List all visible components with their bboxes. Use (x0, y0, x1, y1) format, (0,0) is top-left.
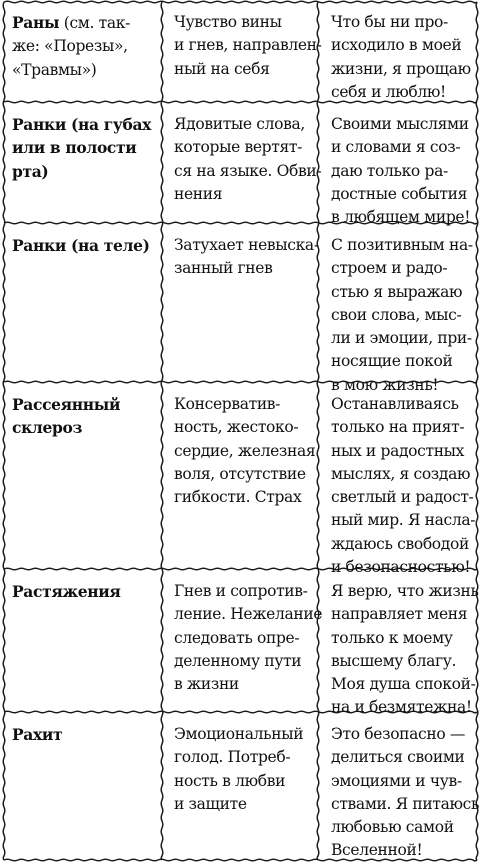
cell-line: строем и радо- (331, 259, 448, 278)
cell-line: Эмоциональный (174, 725, 304, 743)
cell-line: Растяжения (12, 582, 121, 601)
cell-line: нения (174, 184, 223, 203)
cell-line: Это безопасно — (331, 725, 466, 743)
cell-line: делиться своими (331, 748, 465, 767)
cell-line: Чувство вины (174, 13, 282, 31)
cell-line: себя и люблю! (331, 82, 446, 101)
row-divider (4, 1, 477, 3)
cell-line: Что бы ни про- (331, 13, 448, 31)
cell-line: Ядовитые слова, (174, 115, 305, 133)
cell-line: Моя душа спокой- (331, 675, 476, 694)
cell-affirmation (331, 723, 479, 863)
cell-line: деленному пути (174, 651, 302, 670)
cell-cause (174, 234, 319, 281)
cell-line: носящие покой (331, 352, 453, 371)
cell-line: даю только ра- (331, 161, 448, 180)
cell-line: ствами. Я питаюсь (331, 794, 480, 813)
cell-line: Ранки (на губах (12, 115, 152, 134)
cell-term (12, 580, 121, 603)
cell-line: ность в любви (174, 771, 286, 790)
cell-line: достные события (331, 184, 468, 203)
cell-line: в любящем мире! (331, 208, 471, 227)
cell-line: «Травмы») (12, 60, 97, 79)
cell-line: или в полости (12, 138, 137, 158)
cell-line: направляет меня (331, 605, 468, 624)
cell-line: исходило в моей (331, 36, 462, 55)
cell-cause (174, 113, 321, 206)
cell-line: Вселенной! (331, 841, 423, 860)
cell-line: и защите (174, 794, 247, 813)
cell-line: эмоциями и чув- (331, 771, 462, 790)
cell-line: следовать опре- (174, 628, 300, 647)
cell-affirmation (331, 234, 473, 397)
cell-line: голод. Потреб- (174, 748, 291, 767)
cell-line: Своими мыслями (331, 115, 469, 133)
cell-line: Останавливаясь (331, 395, 459, 413)
cell-cause (174, 723, 303, 816)
cell-line: любовью самой (331, 818, 454, 837)
cell-line: только на прият- (331, 418, 465, 437)
cell-line: ли и эмоции, при- (331, 329, 472, 348)
cell-cause (174, 11, 322, 81)
cell-line: гибкости. Страх (174, 488, 302, 507)
cell-line: и словами я соз- (331, 138, 461, 157)
cell-cause (174, 393, 315, 509)
cell-line: воля, отсутствие (174, 464, 306, 483)
cell-line: Консерватив- (174, 395, 281, 413)
cell-affirmation (331, 113, 470, 229)
cell-line: же: «Порезы», (12, 37, 128, 56)
cell-line: Гнев и сопротив- (174, 582, 308, 600)
cell-line: ность, жестоко- (174, 418, 299, 437)
term-bold: Раны (12, 13, 60, 32)
cell-line: С позитивным на- (331, 236, 473, 254)
cell-cause (174, 580, 322, 696)
column-divider (161, 2, 163, 860)
cell-line: ление. Нежелание (174, 605, 323, 624)
cell-line: жизни, я прощаю (331, 59, 471, 78)
cell-line: ный мир. Я насла- (331, 511, 476, 530)
cell-line: ных и радостных (331, 441, 465, 460)
cell-term (12, 11, 130, 82)
cell-term (12, 234, 150, 257)
cell-line: только к моему (331, 628, 453, 647)
cell-line: и безопасностью! (331, 558, 471, 577)
cell-line: стью я выражаю (331, 282, 463, 301)
cell-line: ный на себя (174, 59, 270, 78)
cell-line: Затухает невыска- (174, 236, 319, 254)
cell-line: Я верю, что жизнь (331, 582, 479, 600)
cell-term (12, 113, 151, 183)
cell-line: свои слова, мыс- (331, 305, 462, 324)
cell-line: на и безмятежна! (331, 698, 472, 717)
column-divider (3, 2, 5, 860)
cell-line: Рахит (12, 725, 63, 744)
term-rest: (см. так- (59, 14, 130, 32)
cell-term (12, 393, 120, 440)
cell-line: и гнев, направлен- (174, 36, 322, 55)
cell-line: ся на языке. Обви- (174, 161, 322, 180)
cell-line: в мою жизнь! (331, 375, 439, 394)
cell-line: светлый и радост- (331, 488, 474, 507)
cell-affirmation (331, 580, 479, 720)
cell-line (12, 11, 130, 35)
cell-affirmation (331, 11, 471, 104)
cell-line: рта) (12, 161, 49, 181)
cell-line: склероз (12, 418, 83, 438)
cell-term (12, 723, 62, 746)
cell-line: мыслях, я создаю (331, 464, 471, 483)
cell-line: ждаюсь свободой (331, 534, 469, 553)
cell-line: Рассеянный (12, 395, 121, 414)
cell-line: в жизни (174, 675, 239, 694)
cell-affirmation (331, 393, 475, 579)
cell-line: сердие, железная (174, 441, 316, 460)
cell-line: занный гнев (174, 259, 273, 278)
cell-line: которые вертят- (174, 138, 303, 157)
cell-line: Ранки (на теле) (12, 236, 150, 255)
cell-line: высшему благу. (331, 651, 457, 670)
